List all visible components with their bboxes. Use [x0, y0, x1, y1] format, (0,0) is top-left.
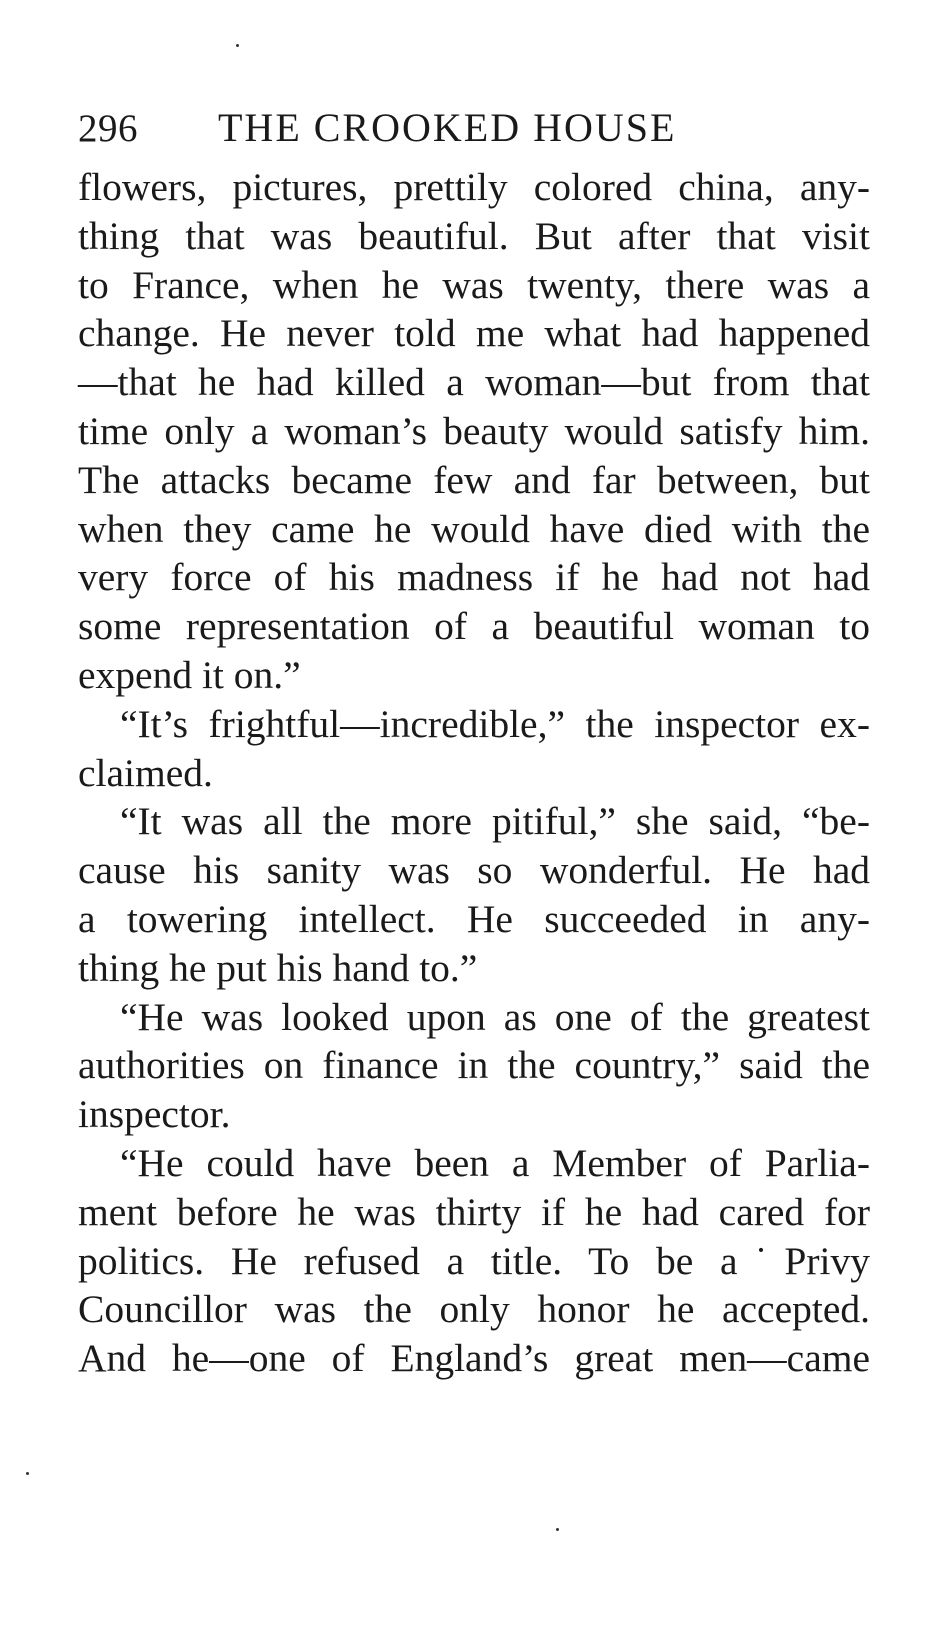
- text-line: time only a woman’s beauty would satisfy him.: [78, 408, 870, 453]
- text-line: claimed.: [78, 750, 213, 795]
- text-line: “It was all the more pitiful,” she said, “be-: [120, 799, 870, 844]
- text-line: “It’s frightful—incredible,” the inspector ex-: [120, 701, 870, 746]
- text-line: when they came he would have died with the: [78, 506, 870, 551]
- text-line: a towering intellect. He succeeded in any-: [78, 896, 870, 941]
- scan-speck: [26, 1472, 29, 1475]
- text-line: ment before he was thirty if he had cared for: [78, 1189, 870, 1234]
- text-line: “He was looked upon as one of the greatest: [120, 994, 870, 1039]
- scan-speck: [556, 1528, 559, 1531]
- text-line: very force of his madness if he had not had: [78, 555, 870, 600]
- running-title: THE CROOKED HOUSE: [218, 105, 677, 150]
- text-line: flowers, pictures, prettily colored china, any-: [78, 165, 870, 209]
- text-line: thing that was beautiful. But after that visit: [78, 213, 870, 258]
- page-number: 296: [78, 107, 138, 150]
- text-line: The attacks became few and far between, but: [78, 457, 870, 502]
- text-line: to France, when he was twenty, there was a: [78, 262, 870, 307]
- text-line: change. He never told me what had happened: [78, 311, 870, 356]
- text-line: thing he put his hand to.”: [78, 945, 478, 990]
- text-line: expend it on.”: [78, 652, 301, 697]
- text-line: inspector.: [78, 1092, 231, 1137]
- text-line: some representation of a beautiful woman to: [78, 604, 870, 649]
- text-line: politics. He refused a title. To be a˙Privy: [78, 1238, 870, 1283]
- scan-speck: [236, 44, 239, 47]
- running-head: [78, 100, 870, 157]
- text-line: cause his sanity was so wonderful. He had: [78, 848, 870, 893]
- text-line: authorities on finance in the country,” said the: [78, 1043, 870, 1088]
- text-line: “He could have been a Member of Parlia-: [120, 1140, 870, 1185]
- body-text: [78, 163, 870, 1383]
- text-line: Councillor was the only honor he accepted.: [78, 1287, 870, 1332]
- text-line: —that he had killed a woman—but from that: [78, 360, 870, 405]
- book-page: [78, 100, 870, 1383]
- text-line: And he—one of England’s great men—came: [78, 1336, 870, 1381]
